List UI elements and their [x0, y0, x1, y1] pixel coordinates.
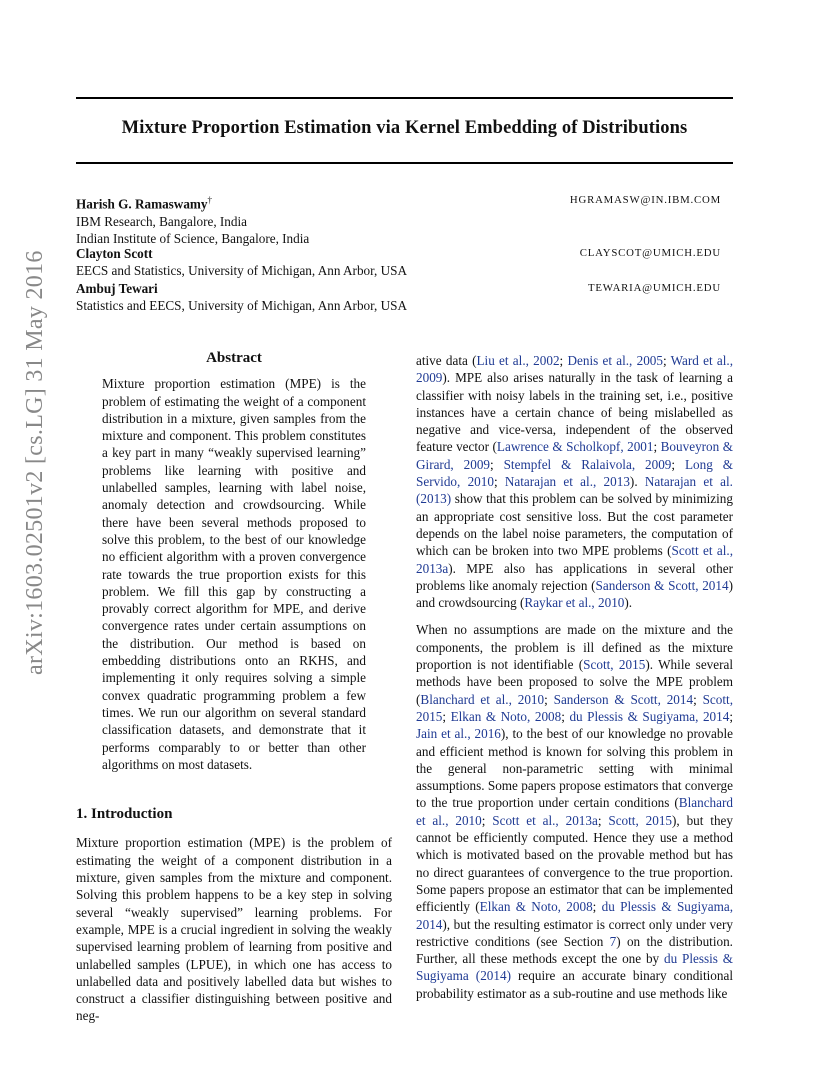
- body-text: show that this problem can be solved by minimizing an appropriate cost sensitive loss. But the cost parameter depends on the label noise parameters, the computation of which can be broken into two MPE problems (: [416, 491, 733, 559]
- body-text: ative data (: [416, 353, 477, 368]
- author-name: Harish G. Ramaswamy: [76, 196, 208, 212]
- citation-link[interactable]: Scott, 2015: [416, 691, 733, 724]
- citation-link[interactable]: Sanderson & Scott, 2014: [595, 577, 729, 593]
- body-text: require an accurate binary conditional probability estimator as a sub-routine and use methods like: [416, 968, 733, 1001]
- citation-link[interactable]: Lawrence & Scholkopf, 2001: [496, 439, 654, 455]
- arxiv-id: arXiv:1603.02501v2 [cs.LG] 31 May 2016: [22, 250, 48, 675]
- citation-link[interactable]: Liu et al., 2002: [476, 353, 560, 368]
- citation-link[interactable]: du Plessis & Sugiyama, 2014: [569, 708, 730, 724]
- paper-title: Mixture Proportion Estimation via Kernel Embedding of Distributions: [121, 118, 688, 138]
- body-text: ;: [544, 691, 554, 707]
- right-column: [416, 352, 733, 1002]
- citation-link[interactable]: Scott et al., 2013a: [416, 543, 733, 576]
- body-text: ;: [490, 456, 504, 472]
- citation-link[interactable]: Long & Servido, 2010: [416, 456, 733, 490]
- body-text: ).: [624, 595, 633, 611]
- citation-link[interactable]: Elkan & Noto, 2008: [450, 708, 562, 724]
- body-text: ). MPE also has applications in several other problems like anomaly rejection (: [416, 560, 733, 593]
- citation-link[interactable]: Natarajan et al. (2013): [416, 474, 733, 507]
- intro-paragraph: Mixture proportion estimation (MPE) is the problem of estimating the weight of a component distribution in a mixture, given samples from the mixture and component. Solving this problem happens to be a key step in solving several “weakly supervised” learning problems. For example, MPE is a crucial ingredient in solving the weakly supervised learning problem of learning from positive and unlabelled samples (LPUE), in which one has access to unlabelled data and positively labelled data but wishes to construct a classifier distinguishing between positive and neg-: [76, 835, 392, 1024]
- body-text: ).: [629, 474, 645, 490]
- abstract-heading: Abstract: [206, 350, 262, 366]
- author-3: [76, 280, 733, 315]
- author-name: Clayton Scott: [76, 246, 153, 261]
- body-text: ), to the best of our knowledge no provable and efficient method is known for solving this problem in the general non-parametric setting with minimal assumptions. Some papers propose estimators that converge to the true proportion under certain conditions (: [416, 726, 733, 811]
- author-affiliation: Indian Institute of Science, Bangalore, India: [76, 230, 310, 246]
- body-text: ) and crowdsourcing (: [416, 577, 733, 611]
- citation-link[interactable]: du Plessis & Sugiyama (2014): [416, 951, 733, 984]
- author-name: Ambuj Tewari: [76, 281, 158, 296]
- author-email[interactable]: TEWARIA@UMICH.EDU: [588, 282, 721, 294]
- citation-link[interactable]: Blanchard et al., 2010: [420, 691, 545, 707]
- body-text: ;: [592, 899, 602, 915]
- abstract-text: Mixture proportion estimation (MPE) is the problem of estimating the weight of a component distribution in a mixture, given samples from the mixture and component. This problem constitutes a key part in many “weakly supervised learning” problems like learning with positive and unlabelled samples, learning with label noise, anomaly detection and crowdsourcing. While there have been several methods proposed to solve this problem, to the best of our knowledge no efficient algorithm with a proven convergence rate towards the true proportion exists for this problem. We fill this gap by constructing a provably correct algorithm for MPE, and derive convergence rates under certain assumptions on the distribution. Our method is based on embedding distributions onto an RKHS, and implementing it only requires solving a simple convex quadratic programming problem a few times. We run our algorithm on several standard classification datasets, and demonstrate that it performs comparably to or better than other algorithms on most datasets.: [102, 376, 366, 772]
- citation-link[interactable]: Ward et al., 2009: [416, 353, 734, 386]
- body-text: ;: [561, 708, 570, 724]
- citation-link[interactable]: 7: [609, 933, 617, 949]
- title-rule-bottom: [76, 162, 733, 164]
- citation-link[interactable]: Elkan & Noto, 2008: [479, 899, 593, 915]
- body-text: ;: [693, 691, 703, 707]
- citation-link[interactable]: Scott et al., 2013a: [492, 812, 598, 828]
- left-column: [76, 350, 392, 1025]
- citation-link[interactable]: Raykar et al., 2010: [524, 595, 625, 611]
- body-text: ;: [481, 812, 493, 828]
- citation-link[interactable]: Jain et al., 2016: [416, 726, 501, 742]
- citation-link[interactable]: Stempfel & Ralaivola, 2009: [503, 456, 672, 472]
- title-rule-top: [76, 97, 733, 99]
- section-heading-introduction: 1. Introduction: [76, 806, 173, 823]
- citation-link[interactable]: du Plessis & Sugiyama, 2014: [416, 899, 733, 932]
- body-text: When no assumptions are made on the mixture and the components, the problem is ill defined as the mixture proportion is not identifiable (: [416, 622, 733, 673]
- author-affiliation: Statistics and EECS, University of Michigan, Ann Arbor, USA: [76, 298, 407, 314]
- body-text: ), but they cannot be efficiently computed. Hence they use a method which is motivated based on the provable method but has no direct guarantees of convergence to the true proportion. Some papers propose an estimator that can be implemented efficiently (: [416, 812, 733, 915]
- citation-link[interactable]: Denis et al., 2005: [567, 353, 663, 368]
- author-affiliation: EECS and Statistics, University of Michigan, Ann Arbor, USA: [76, 263, 407, 279]
- author-2: [76, 245, 733, 280]
- body-text: ). While several methods have been proposed to solve the MPE problem (: [416, 657, 734, 707]
- body-text: ), but the resulting estimator is correct only under very restrictive conditions (see Section: [416, 916, 733, 949]
- body-text: ). MPE also arises naturally in the task of learning a classifier with noisy labels in the training set, i.e., positive instances have a certain chance of being mislabelled as negative and vice-versa, independent of the observed feature vector (: [416, 370, 733, 455]
- citation-link[interactable]: Natarajan et al., 2013: [504, 474, 630, 490]
- body-text: ;: [729, 708, 733, 724]
- body-text: ;: [671, 456, 685, 472]
- author-1: [76, 192, 733, 247]
- author-email[interactable]: CLAYSCOT@UMICH.EDU: [579, 247, 721, 259]
- body-text: ;: [493, 474, 505, 490]
- citation-link[interactable]: Sanderson & Scott, 2014: [553, 691, 694, 707]
- body-text: ) on the distribution. Further, all these methods except the one by: [416, 933, 733, 967]
- citation-link[interactable]: Bouveyron & Girard, 2009: [416, 439, 733, 472]
- citation-link[interactable]: Scott, 2015: [583, 657, 646, 673]
- author-affiliation: IBM Research, Bangalore, India: [76, 213, 248, 229]
- citation-link[interactable]: Scott, 2015: [608, 812, 673, 828]
- intro-paragraph: [416, 621, 733, 1002]
- body-text: ;: [597, 812, 609, 828]
- intro-paragraph-continued: [416, 352, 733, 611]
- author-email[interactable]: HGRAMASW@IN.IBM.COM: [569, 194, 721, 206]
- arxiv-stamp: [22, 250, 52, 675]
- body-text: ;: [559, 353, 568, 368]
- body-text: ;: [653, 439, 661, 455]
- author-mark: †: [207, 195, 213, 205]
- body-text: ;: [662, 353, 671, 368]
- citation-link[interactable]: Blanchard et al., 2010: [416, 795, 733, 828]
- body-text: ;: [442, 708, 451, 724]
